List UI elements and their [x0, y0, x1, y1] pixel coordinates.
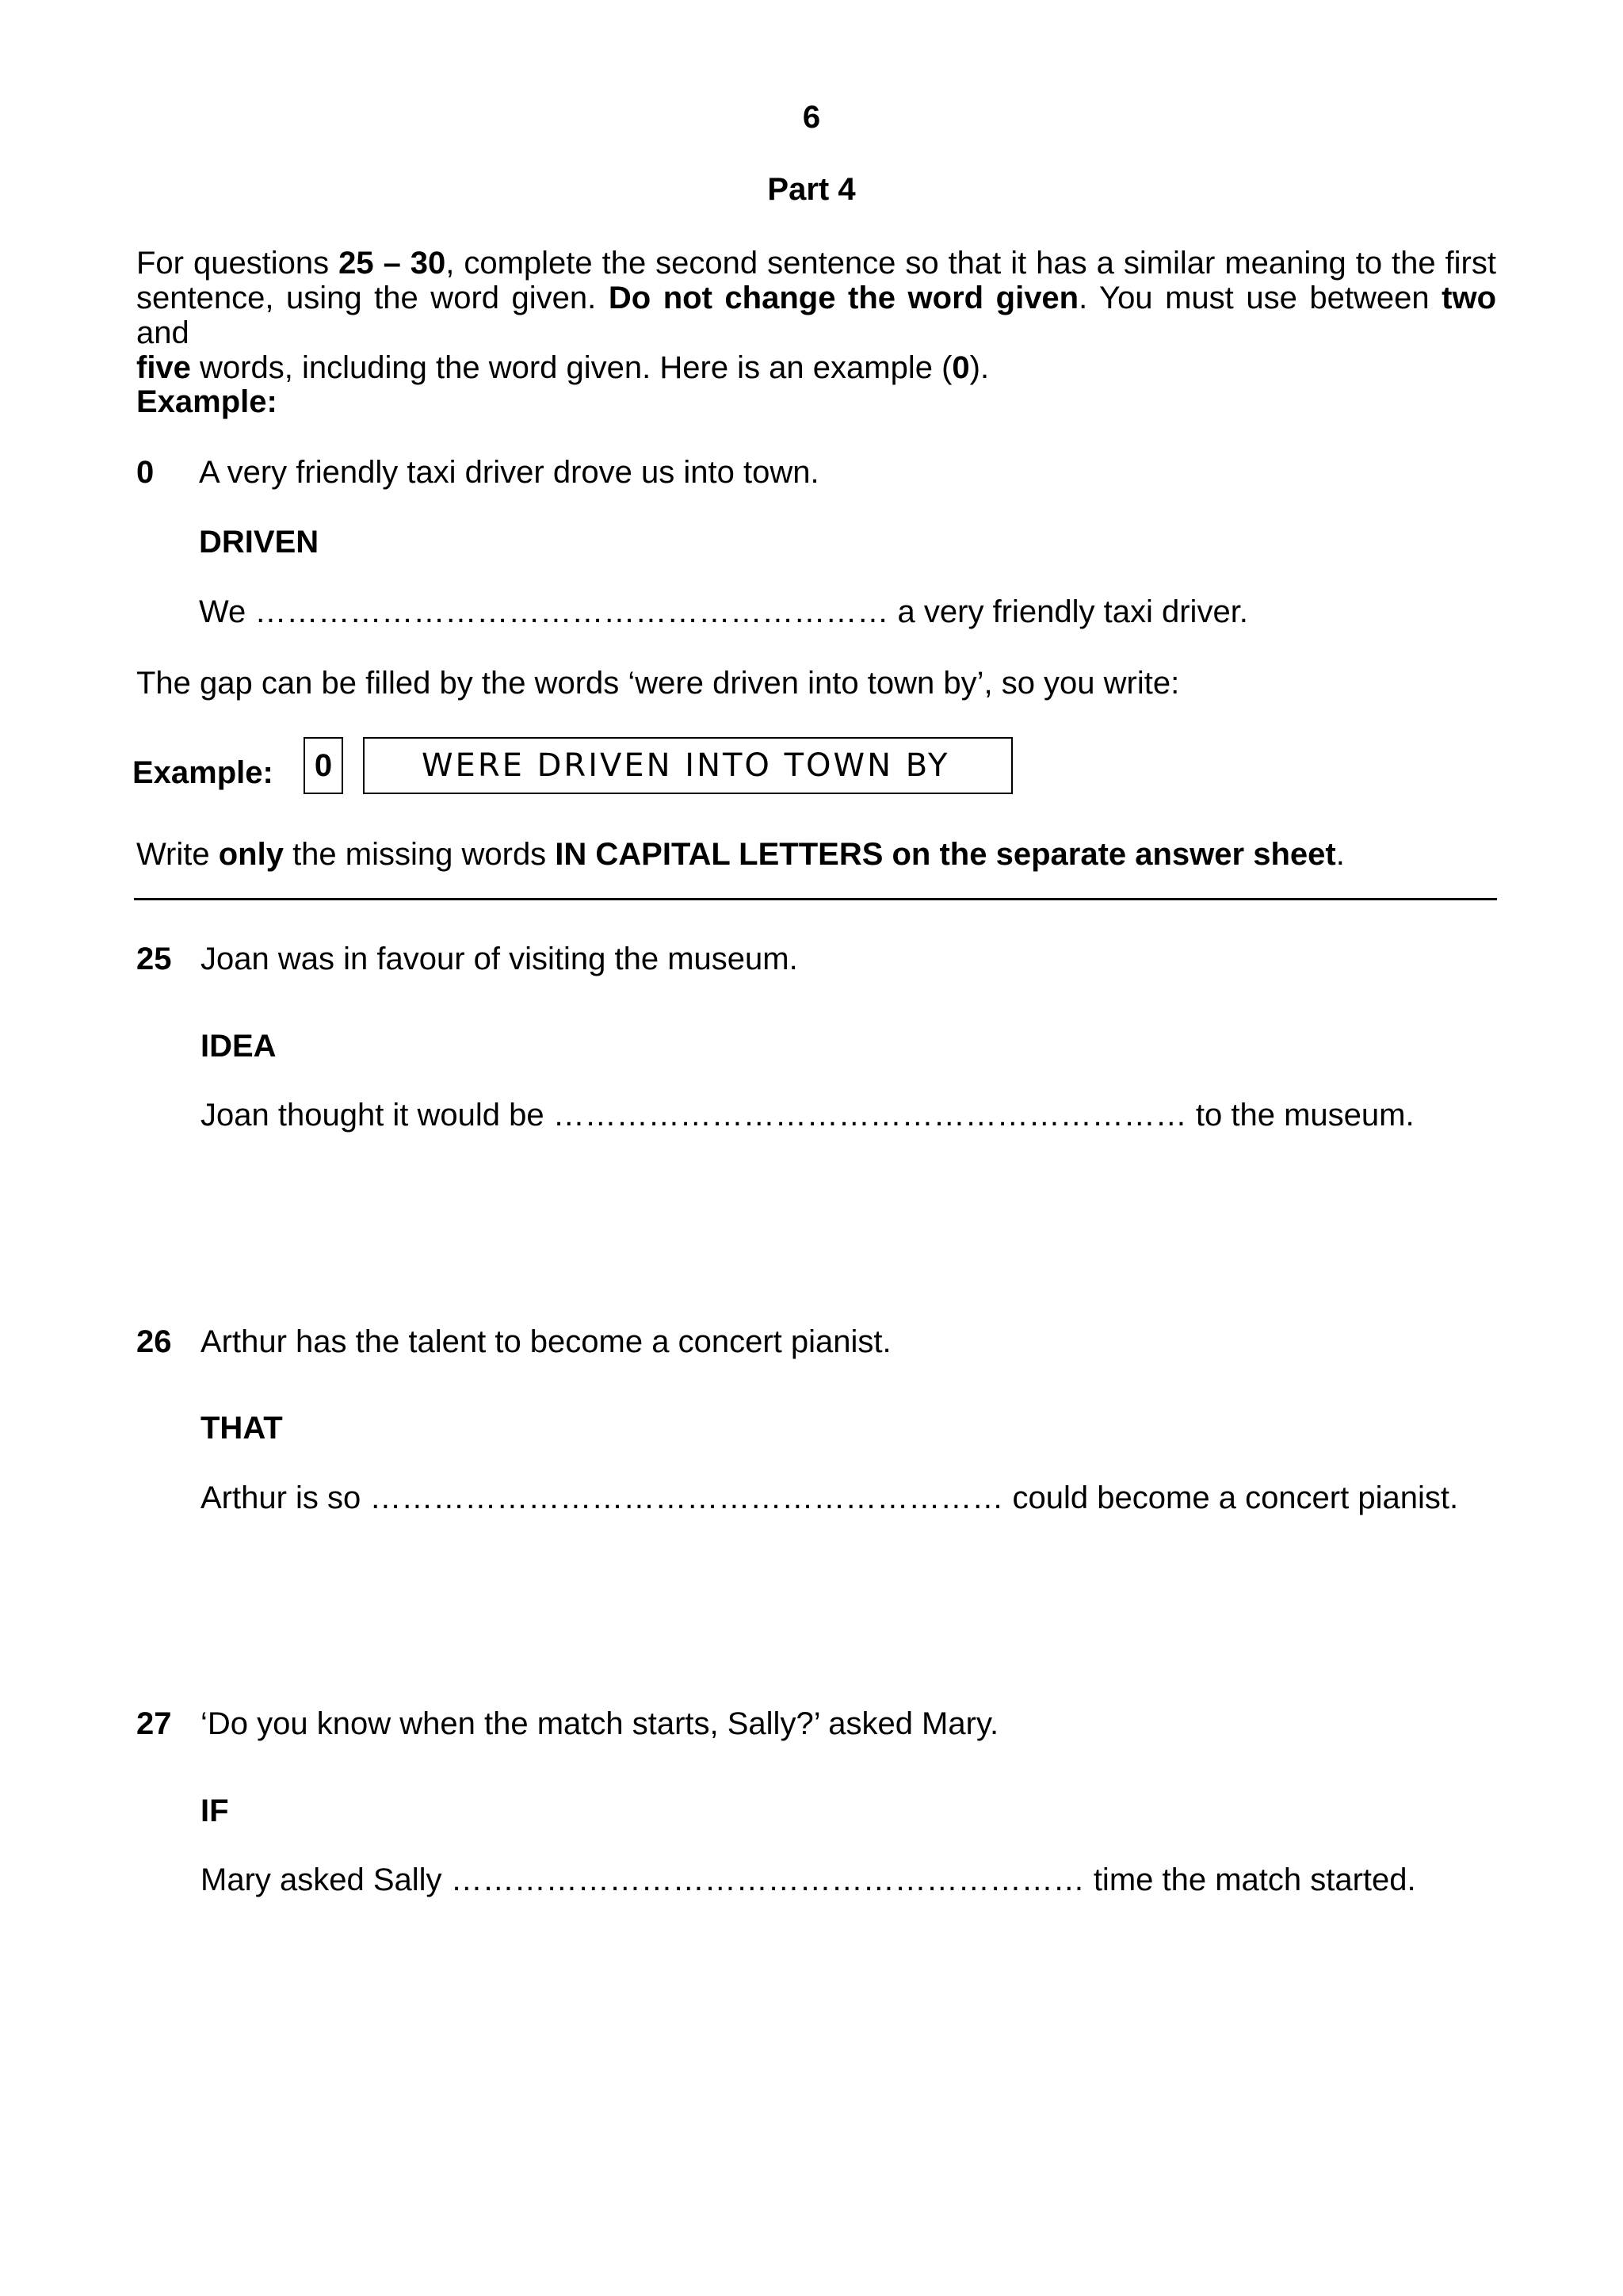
gap-dots: …………………………………………………… — [254, 594, 889, 629]
instr-text: . You must use between — [1079, 281, 1442, 315]
gap-end: time the match started. — [1093, 1862, 1416, 1897]
instr-text: ). — [969, 350, 990, 385]
gap-start: Arthur is so — [200, 1480, 361, 1515]
example-key-word: DRIVEN — [199, 525, 319, 560]
divider — [134, 898, 1497, 900]
question-sentence: Joan was in favour of visiting the museum. — [200, 942, 798, 976]
example-heading: Example: — [136, 384, 277, 419]
note-emphasis: IN CAPITAL LETTERS on the separate answer sheet — [555, 837, 1336, 872]
gap-end: to the museum. — [1195, 1098, 1415, 1133]
instr-emphasis: two — [1442, 281, 1497, 315]
gap-dots: …………………………………………………… — [552, 1098, 1187, 1133]
example-number: 0 — [136, 455, 155, 490]
question-gapped-sentence — [200, 1482, 1458, 1514]
example-explanation: The gap can be filled by the words ‘were driven into town by’, so you write: — [136, 666, 1180, 701]
note-text: . — [1335, 837, 1345, 872]
instr-question-range: 25 – 30 — [338, 246, 446, 281]
part-title: Part 4 — [767, 172, 856, 207]
instr-text: For questions — [136, 246, 339, 281]
note-text: Write — [136, 837, 219, 872]
instr-text: , complete the second sentence so that it has a similar meaning to the first — [445, 246, 1496, 281]
gap-end: a very friendly taxi driver. — [897, 594, 1248, 629]
question-gapped-sentence — [200, 1099, 1415, 1131]
question-number: 26 — [136, 1324, 172, 1359]
instr-emphasis: Do not change the word given — [608, 281, 1079, 315]
gap-start: Joan thought it would be — [200, 1098, 544, 1133]
question-number: 25 — [136, 942, 172, 976]
instructions — [136, 246, 1496, 385]
question-sentence: Arthur has the talent to become a concert pianist. — [200, 1324, 892, 1359]
example-box-number: 0 — [304, 737, 343, 794]
question-key-word: THAT — [200, 1411, 283, 1446]
question-key-word: IDEA — [200, 1029, 277, 1064]
question-key-word: IF — [200, 1794, 229, 1828]
page-number: 6 — [802, 100, 821, 135]
instr-emphasis: five — [136, 350, 191, 385]
instr-text: and — [136, 315, 189, 350]
example-gapped-sentence — [199, 596, 1248, 628]
write-note — [136, 839, 1345, 870]
question-sentence: ‘Do you know when the match starts, Sally?’ asked Mary. — [200, 1706, 999, 1741]
gap-start: Mary asked Sally — [200, 1862, 442, 1897]
question-gapped-sentence — [200, 1864, 1416, 1896]
example-sentence: A very friendly taxi driver drove us into town. — [199, 455, 819, 490]
question-number: 27 — [136, 1706, 172, 1741]
example-answer-box: WERE DRIVEN INTO TOWN BY — [363, 737, 1013, 794]
gap-dots: …………………………………………………… — [369, 1480, 1004, 1515]
gap-dots: …………………………………………………… — [450, 1862, 1085, 1897]
instr-text: words, including the word given. Here is an example ( — [190, 350, 953, 385]
note-text: the missing words — [283, 837, 556, 872]
gap-end: could become a concert pianist. — [1012, 1480, 1459, 1515]
instr-text: sentence, using the word given. — [136, 281, 609, 315]
instr-emphasis: 0 — [952, 350, 970, 385]
gap-start: We — [199, 594, 246, 629]
example-box-label: Example: — [132, 755, 273, 790]
note-emphasis: only — [218, 837, 284, 872]
